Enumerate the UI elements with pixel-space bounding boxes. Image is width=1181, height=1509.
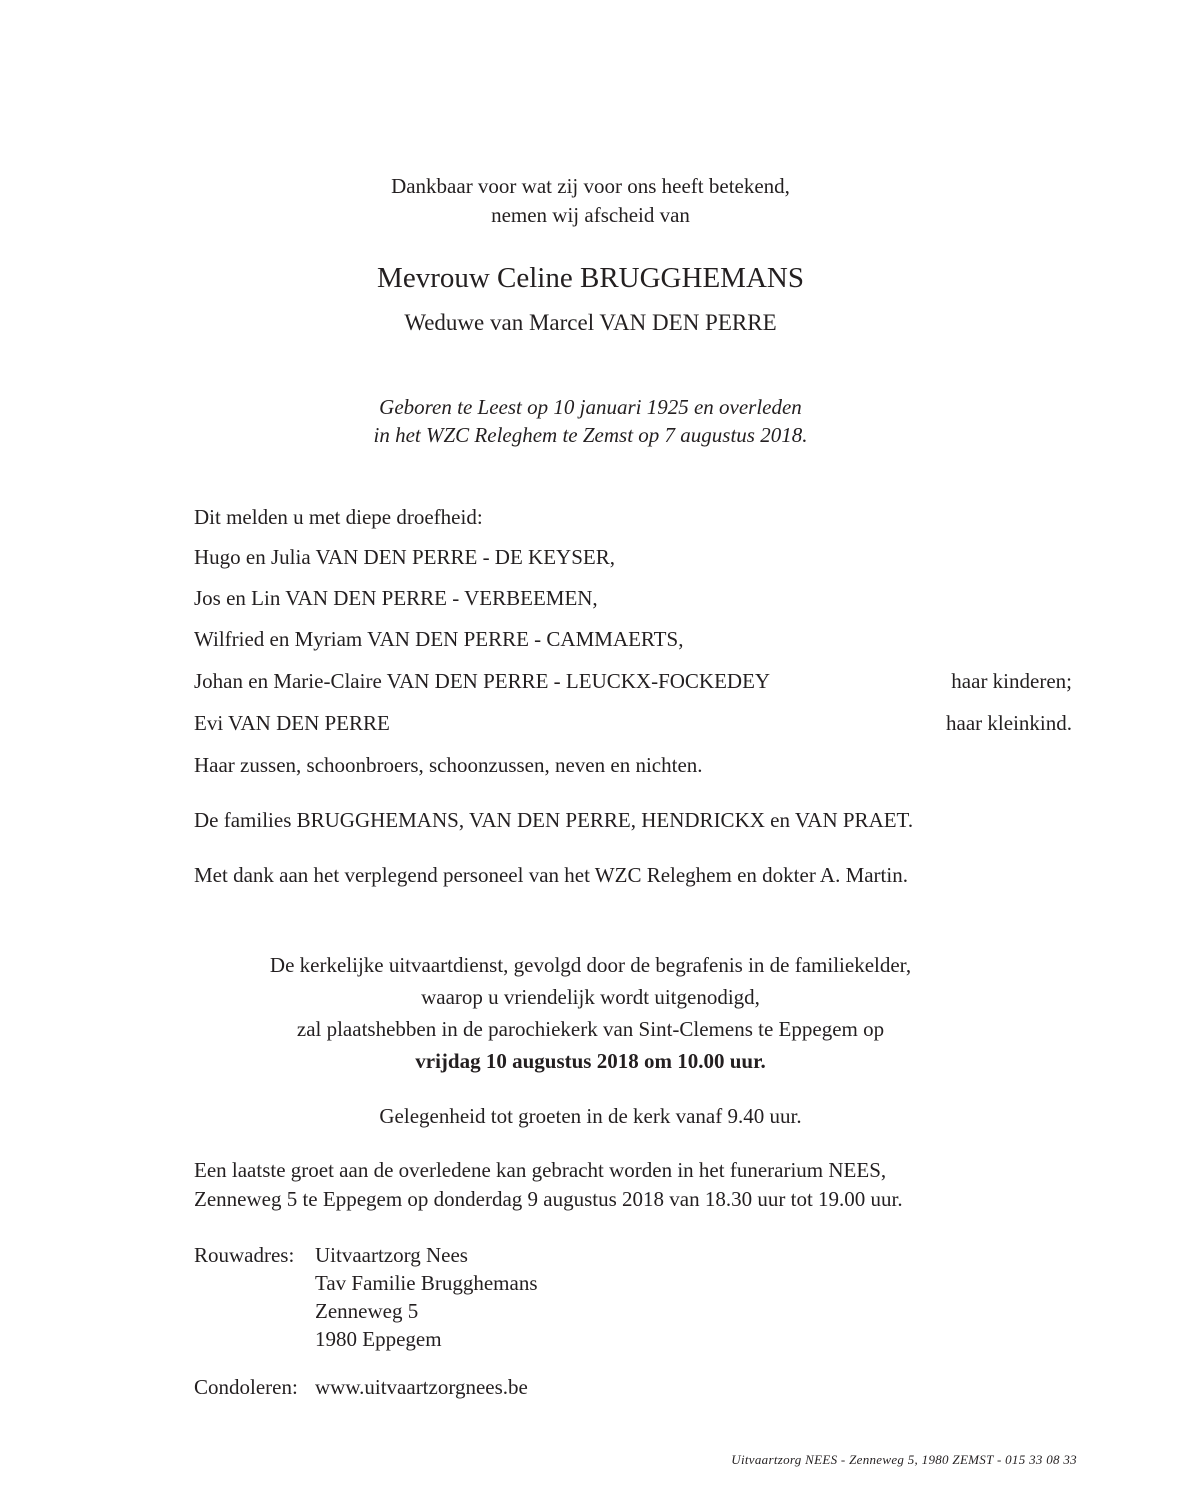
condolence-link[interactable]: www.uitvaartzorgnees.be [315,1375,528,1399]
family-member: Johan en Marie-Claire VAN DEN PERRE - LEUCKX-FOCKEDEY [194,669,771,693]
family-member: Wilfried en Myriam VAN DEN PERRE - CAMMAERTS, [194,627,684,651]
service-line-3: zal plaatshebben in de parochiekerk van Sint-Clemens te Eppegem op [296,1017,885,1041]
birth-death-line-1: Geboren te Leest op 10 januari 1925 en overleden [379,395,802,419]
intro-line-2: nemen wij afscheid van [491,203,690,227]
deceased-name: Mevrouw Celine BRUGGHEMANS [377,262,804,294]
service-date: vrijdag 10 augustus 2018 om 10.00 uur. [415,1049,766,1073]
address-label: Rouwadres: [194,1243,295,1267]
service-line-2: waarop u vriendelijk wordt uitgenodigd, [421,985,760,1009]
greeting-line: Gelegenheid tot groeten in de kerk vanaf 9.40 uur. [379,1104,802,1128]
intro-line-1: Dankbaar voor wat zij voor ons heeft betekend, [391,174,790,198]
widow-of: Weduwe van Marcel VAN DEN PERRE [404,310,777,335]
address-line: Uitvaartzorg Nees [315,1243,468,1267]
footer-line: Uitvaartzorg NEES - Zenneweg 5, 1980 ZEMST - 015 33 08 33 [731,1452,1077,1467]
birth-death-line-2: in het WZC Releghem te Zemst op 7 augustus 2018. [373,423,808,447]
address-line: 1980 Eppegem [315,1327,442,1351]
farewell-line-1: Een laatste groet aan de overledene kan gebracht worden in het funerarium NEES, [194,1158,887,1182]
families-line: De families BRUGGHEMANS, VAN DEN PERRE, HENDRICKX en VAN PRAET. [194,808,914,832]
address-line: Tav Familie Brugghemans [315,1271,538,1295]
service-line-1: De kerkelijke uitvaartdienst, gevolgd door de begrafenis in de familiekelder, [269,953,912,977]
family-heading: Dit melden u met diepe droefheid: [194,505,483,529]
family-member: Evi VAN DEN PERRE [194,711,390,735]
siblings-line: Haar zussen, schoonbroers, schoonzussen, neven en nichten. [194,753,703,777]
address-line: Zenneweg 5 [315,1299,419,1323]
family-relation: haar kleinkind. [946,711,1072,735]
family-relation: haar kinderen; [951,669,1072,693]
farewell-line-2: Zenneweg 5 te Eppegem op donderdag 9 augustus 2018 van 18.30 uur tot 19.00 uur. [194,1187,903,1211]
thanks-line: Met dank aan het verplegend personeel van het WZC Releghem en dokter A. Martin. [194,863,908,887]
family-member: Hugo en Julia VAN DEN PERRE - DE KEYSER, [194,545,615,569]
condolence-label: Condoleren: [194,1375,298,1399]
family-member: Jos en Lin VAN DEN PERRE - VERBEEMEN, [194,586,598,610]
